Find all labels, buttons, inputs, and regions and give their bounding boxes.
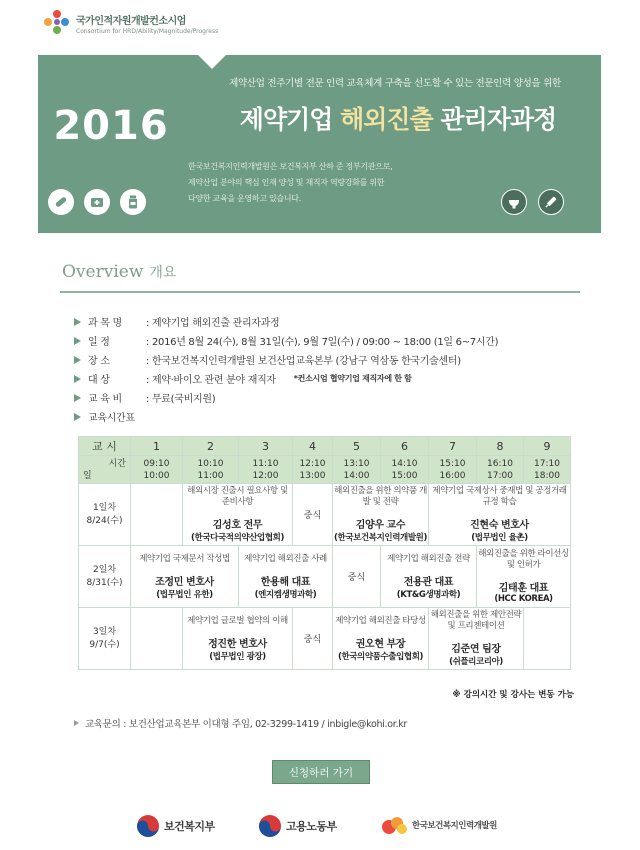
title-part2: 관리자과정 xyxy=(432,105,557,134)
info-value: : 제약기업 해외진출 관리자과정 xyxy=(146,318,280,329)
session-affiliation: (한국보건복지인력개발원) xyxy=(334,533,427,543)
bullet-triangle-icon xyxy=(74,337,81,345)
corner-period-label: 교 시 xyxy=(79,437,131,456)
footer-logo-text: 한국보건복지인력개발원 xyxy=(412,821,497,831)
contact-text: 교육문의 : 보건산업교육본부 이대형 주임, 02-3299-1419 / inbigle@kohi.or.kr xyxy=(85,719,408,730)
session-speaker: 김준연 팀장 xyxy=(451,644,501,655)
desc-line: 한국보건복지인력개발원은 보건복지부 산하 준 정부기관으로, xyxy=(188,162,393,171)
banner-title xyxy=(188,100,608,136)
session-affiliation: (법무법인 광장) xyxy=(209,651,266,662)
bullet-triangle-icon xyxy=(74,413,81,421)
org-name-en: Consortium for HRD/Ability/Magnitude/Progress xyxy=(76,27,219,35)
info-row-timetable xyxy=(74,407,594,426)
bullet-triangle-icon xyxy=(74,375,81,383)
desc-line: 다양한 교육을 운영하고 있습니다. xyxy=(188,194,301,203)
session-affiliation: (한국의약품수출입협회) xyxy=(337,651,424,662)
info-row-fee xyxy=(74,388,594,407)
session-cell xyxy=(429,484,571,546)
overview-divider xyxy=(60,291,580,293)
title-highlight: 해외진출 xyxy=(340,105,433,134)
period-cell: 4 xyxy=(293,437,333,456)
banner-description xyxy=(188,159,488,207)
banner-subtitle: 제약산업 전주기별 전문 인력 교육체계 구축을 선도할 수 있는 전문인력 양성을 위한 xyxy=(229,78,561,89)
empty-slot xyxy=(524,608,571,670)
day-label: 2일차 8/31(수) xyxy=(79,546,131,608)
lunch-break: 중식 xyxy=(333,546,381,608)
mortar-pestle-icon xyxy=(501,189,527,215)
footer-logo-text: 보건복지부 xyxy=(164,820,215,833)
pill-bottle-icon xyxy=(120,189,146,215)
schedule-day-row xyxy=(79,484,571,546)
info-label: 교육시간표 xyxy=(88,413,135,424)
title-part1: 제약기업 xyxy=(239,105,341,134)
period-cell: 6 xyxy=(381,437,429,456)
bullet-triangle-icon xyxy=(74,318,81,326)
corner-time-text: 시간 xyxy=(108,458,126,469)
day-label: 1일차 8/24(수) xyxy=(79,484,131,546)
bullet-triangle-icon xyxy=(74,720,79,726)
session-speaker: 권오현 부장 xyxy=(355,638,406,650)
footer-logo-text: 고용노동부 xyxy=(286,820,337,833)
session-affiliation: (KT&G생명과학) xyxy=(396,589,461,600)
period-cell: 3 xyxy=(239,437,293,456)
apply-button[interactable]: 신청하러 가기 xyxy=(272,760,370,784)
time-cell: 17:10 18:00 xyxy=(524,456,571,484)
contact-info xyxy=(74,716,407,730)
info-label: 대 상 xyxy=(88,375,110,386)
taegeuk-icon xyxy=(136,814,160,838)
banner-notch xyxy=(198,55,226,69)
info-label: 교 육 비 xyxy=(88,394,122,405)
session-cell xyxy=(477,546,571,608)
corner-time-label xyxy=(79,456,131,484)
consortium-logo-icon xyxy=(44,10,70,36)
session-speaker: 한용해 대표 xyxy=(260,576,311,588)
lunch-break: 중식 xyxy=(293,608,333,670)
footer-logo-mohw xyxy=(136,814,215,838)
session-cell xyxy=(429,608,524,670)
overview-title-en: Overview xyxy=(62,262,144,282)
time-cell: 10:10 11:00 xyxy=(183,456,239,484)
session-affiliation: (HCC KOREA) xyxy=(494,594,553,604)
time-cell: 16:10 17:00 xyxy=(477,456,524,484)
info-note: *컨소시엄 협약기업 재직자에 한 함 xyxy=(293,374,412,383)
session-speaker: 진현숙 변호사 xyxy=(470,520,529,531)
session-cell xyxy=(333,484,429,546)
session-topic: 제약기업 글로벌 협약의 이해 xyxy=(187,615,288,626)
kohi-logo-icon xyxy=(380,814,408,836)
org-logo xyxy=(44,10,218,36)
bullet-triangle-icon xyxy=(74,394,81,402)
info-row-target xyxy=(74,369,594,388)
period-cell: 2 xyxy=(183,437,239,456)
session-affiliation: (법무법인 유한) xyxy=(156,589,213,600)
session-affiliation: (엔지켐생명과학) xyxy=(254,589,317,600)
session-topic: 해외진출을 위한 제안전략 및 프리젠테이션 xyxy=(430,610,522,631)
schedule-time-row xyxy=(79,456,571,484)
session-cell xyxy=(183,484,293,546)
empty-slot xyxy=(131,484,183,546)
time-cell: 13:10 14:00 xyxy=(333,456,381,484)
schedule-day-row xyxy=(79,546,571,608)
empty-slot xyxy=(131,608,183,670)
session-topic: 제약기업 국제상사 중재법 및 공정거래 규정 학습 xyxy=(432,486,567,507)
info-row-subject xyxy=(74,312,594,331)
course-banner xyxy=(38,55,601,233)
info-row-schedule xyxy=(74,331,594,350)
session-speaker: 전용관 대표 xyxy=(403,576,454,588)
session-speaker: 김양우 교수 xyxy=(355,520,406,531)
schedule-note: ※ 강의시간 및 강사는 변동 가능 xyxy=(452,690,574,700)
session-topic: 제약기업 해외진출 사례 xyxy=(244,553,327,564)
first-aid-icon xyxy=(84,189,110,215)
syringe-icon xyxy=(538,189,564,215)
time-cell: 12:10 13:00 xyxy=(293,456,333,484)
period-cell: 7 xyxy=(429,437,477,456)
session-affiliation: (쉬플리코리아) xyxy=(449,657,503,667)
info-row-location xyxy=(74,350,594,369)
session-cell xyxy=(381,546,477,608)
corner-day-text: 일 xyxy=(83,470,92,481)
capsule-icon xyxy=(48,189,74,215)
time-cell: 15:10 16:00 xyxy=(429,456,477,484)
banner-year: 2016 xyxy=(53,103,169,149)
session-speaker: 김태훈 대표 xyxy=(498,583,549,594)
footer-logo-kohi xyxy=(380,814,497,836)
time-cell: 09:10 10:00 xyxy=(131,456,183,484)
session-topic: 제약기업 해외진출 타당성 xyxy=(335,615,426,626)
taegeuk-icon xyxy=(258,814,282,838)
lunch-break: 중식 xyxy=(293,484,333,546)
time-cell: 14:10 15:00 xyxy=(381,456,429,484)
info-value: : 한국보건복지인력개발원 보건산업교육본부 (강남구 역삼동 한국기술센터) xyxy=(146,356,461,367)
desc-line: 제약산업 분야의 핵심 인재 양성 및 재직자 역량강화를 위한 xyxy=(188,178,385,187)
session-cell xyxy=(333,608,429,670)
info-label: 장 소 xyxy=(88,356,110,367)
session-topic: 해외진출을 위한 라이선싱 및 인허가 xyxy=(478,549,569,570)
session-affiliation: (한국다국적의약산업협회) xyxy=(191,533,284,543)
overview-info-list xyxy=(74,312,594,426)
session-topic: 제약기업 해외진출 전략 xyxy=(387,553,470,564)
info-value: : 제약·바이오 관련 분야 재직자 xyxy=(146,375,276,386)
schedule-table xyxy=(78,436,571,670)
session-cell xyxy=(239,546,333,608)
time-cell: 11:10 12:00 xyxy=(239,456,293,484)
schedule-period-row xyxy=(79,437,571,456)
info-label: 일 정 xyxy=(88,337,110,348)
session-speaker: 조정민 변호사 xyxy=(155,576,214,588)
session-topic: 해외시장 진출시 필요사항 및 준비사항 xyxy=(187,486,288,507)
session-speaker: 김성호 전무 xyxy=(212,520,263,531)
period-cell: 9 xyxy=(524,437,571,456)
session-cell xyxy=(183,608,293,670)
session-cell xyxy=(131,546,239,608)
info-value: : 무료(국비지원) xyxy=(146,394,216,405)
org-name: 국가인적자원개발컨소시엄 xyxy=(76,15,186,27)
bullet-triangle-icon xyxy=(74,356,81,364)
session-topic: 해외진출을 위한 의약품 개발 및 전략 xyxy=(334,486,427,507)
session-speaker: 정진한 변호사 xyxy=(208,638,267,650)
info-label: 과 목 명 xyxy=(88,318,122,329)
session-affiliation: (법무법인 율촌) xyxy=(471,533,528,543)
overview-title xyxy=(62,262,176,282)
period-cell: 1 xyxy=(131,437,183,456)
session-topic: 제약기업 국제문서 작성법 xyxy=(139,553,230,564)
period-cell: 5 xyxy=(333,437,381,456)
overview-title-ko: 개요 xyxy=(149,265,177,281)
day-label: 3일차 9/7(수) xyxy=(79,608,131,670)
info-value: : 2016년 8월 24(수), 8월 31일(수), 9월 7일(수) / 09:00 ~ 18:00 (1일 6~7시간) xyxy=(146,337,499,348)
period-cell: 8 xyxy=(477,437,524,456)
footer-logo-moel xyxy=(258,814,337,838)
schedule-day-row xyxy=(79,608,571,670)
